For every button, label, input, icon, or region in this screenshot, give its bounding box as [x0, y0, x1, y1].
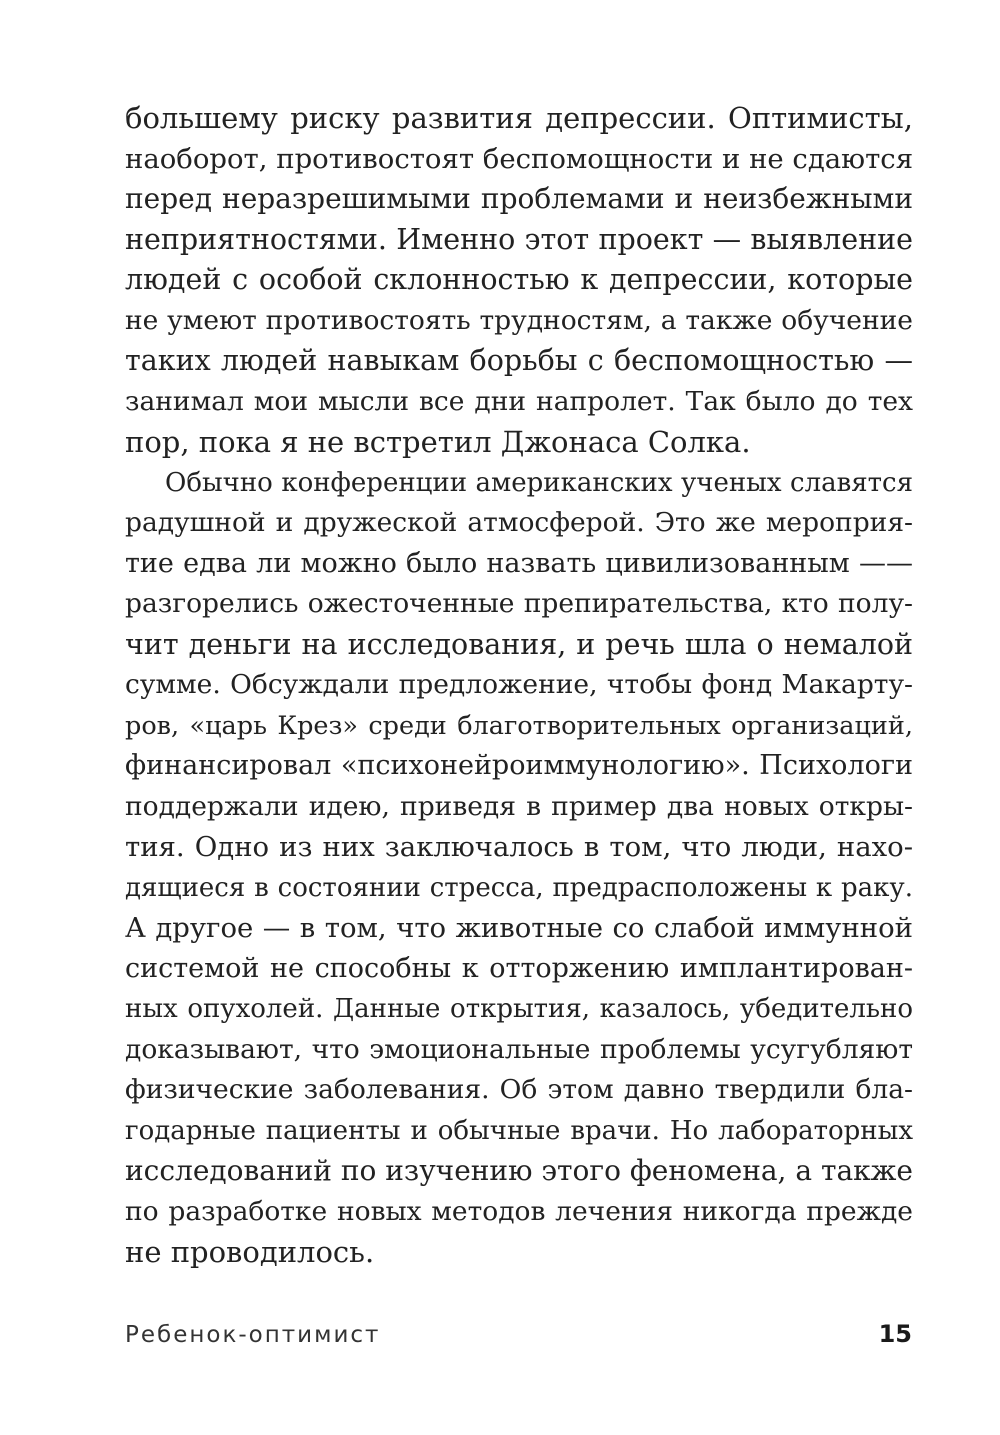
text-line: доказывают, что эмоциональные проблемы усугубляют — [125, 1033, 913, 1065]
text-line: большему риску развития депрессии. Оптимисты, — [125, 101, 913, 135]
text-line: Обычно конференции американских ученых славятся — [165, 467, 913, 498]
text-line: тия. Одно из них заключалось в том, что люди, нахо- — [125, 831, 913, 863]
text-line: людей с особой склонностью к депрессии, которые — [125, 263, 913, 296]
paragraph-2 — [125, 463, 913, 1273]
text-line: ров, «царь Крез» среди благотворительных организаций, — [125, 710, 913, 741]
text-line: А другое — в том, что животные со слабой иммунной — [125, 912, 913, 944]
running-title: Ребенок-оптимист — [125, 1322, 381, 1348]
text-line: поддержали идею, приведя в пример два новых откры- — [125, 790, 913, 822]
text-line: годарные пациенты и обычные врачи. Но лабораторных — [125, 1115, 913, 1146]
text-line: не умеют противостоять трудностям, а также обучение — [125, 304, 913, 336]
body-text — [125, 98, 913, 1273]
text-line: неприятностями. Именно этот проект — выявление — [125, 222, 913, 256]
text-line: дящиеся в состоянии стресса, предрасположены к раку. — [125, 872, 913, 903]
text-line: по разработке новых методов лечения никогда прежде — [125, 1195, 913, 1227]
text-line: таких людей навыкам борьбы с беспомощностью — — [125, 344, 913, 377]
text-line: радушной и дружеской атмосферой. Это же мероприя- — [125, 507, 913, 538]
text-line: чит деньги на исследования, и речь шла о немалой — [125, 627, 913, 661]
text-line: наоборот, противостоят беспомощности и не сдаются — [125, 142, 914, 175]
page-number: 15 — [878, 1320, 912, 1348]
text-line: разгорелись ожесточенные препирательства, кто полу- — [125, 588, 913, 619]
text-line: исследований по изучению этого феномена, а также — [125, 1154, 913, 1187]
text-line: сумме. Обсуждали предложение, чтобы фонд Макарту- — [125, 669, 913, 700]
text-line: системой не способны к отторжению имплантирован- — [125, 952, 913, 984]
text-line: перед неразрешимыми проблемами и неизбежными — [125, 182, 913, 215]
paragraph-1 — [125, 98, 913, 463]
text-line: тие едва ли можно было назвать цивилизованным —— — [125, 547, 913, 579]
text-line: занимал мои мысли все дни напролет. Так было до тех — [125, 385, 913, 417]
text-line: не проводилось. — [125, 1235, 375, 1269]
text-line: физические заболевания. Об этом давно твердили бла- — [125, 1074, 913, 1105]
text-line: финансировал «психонейроиммунологию». Психологи — [125, 750, 913, 781]
text-line: ных опухолей. Данные открытия, казалось, убедительно — [125, 994, 913, 1024]
text-line: пор, пока я не встретил Джонаса Солка. — [125, 425, 751, 459]
